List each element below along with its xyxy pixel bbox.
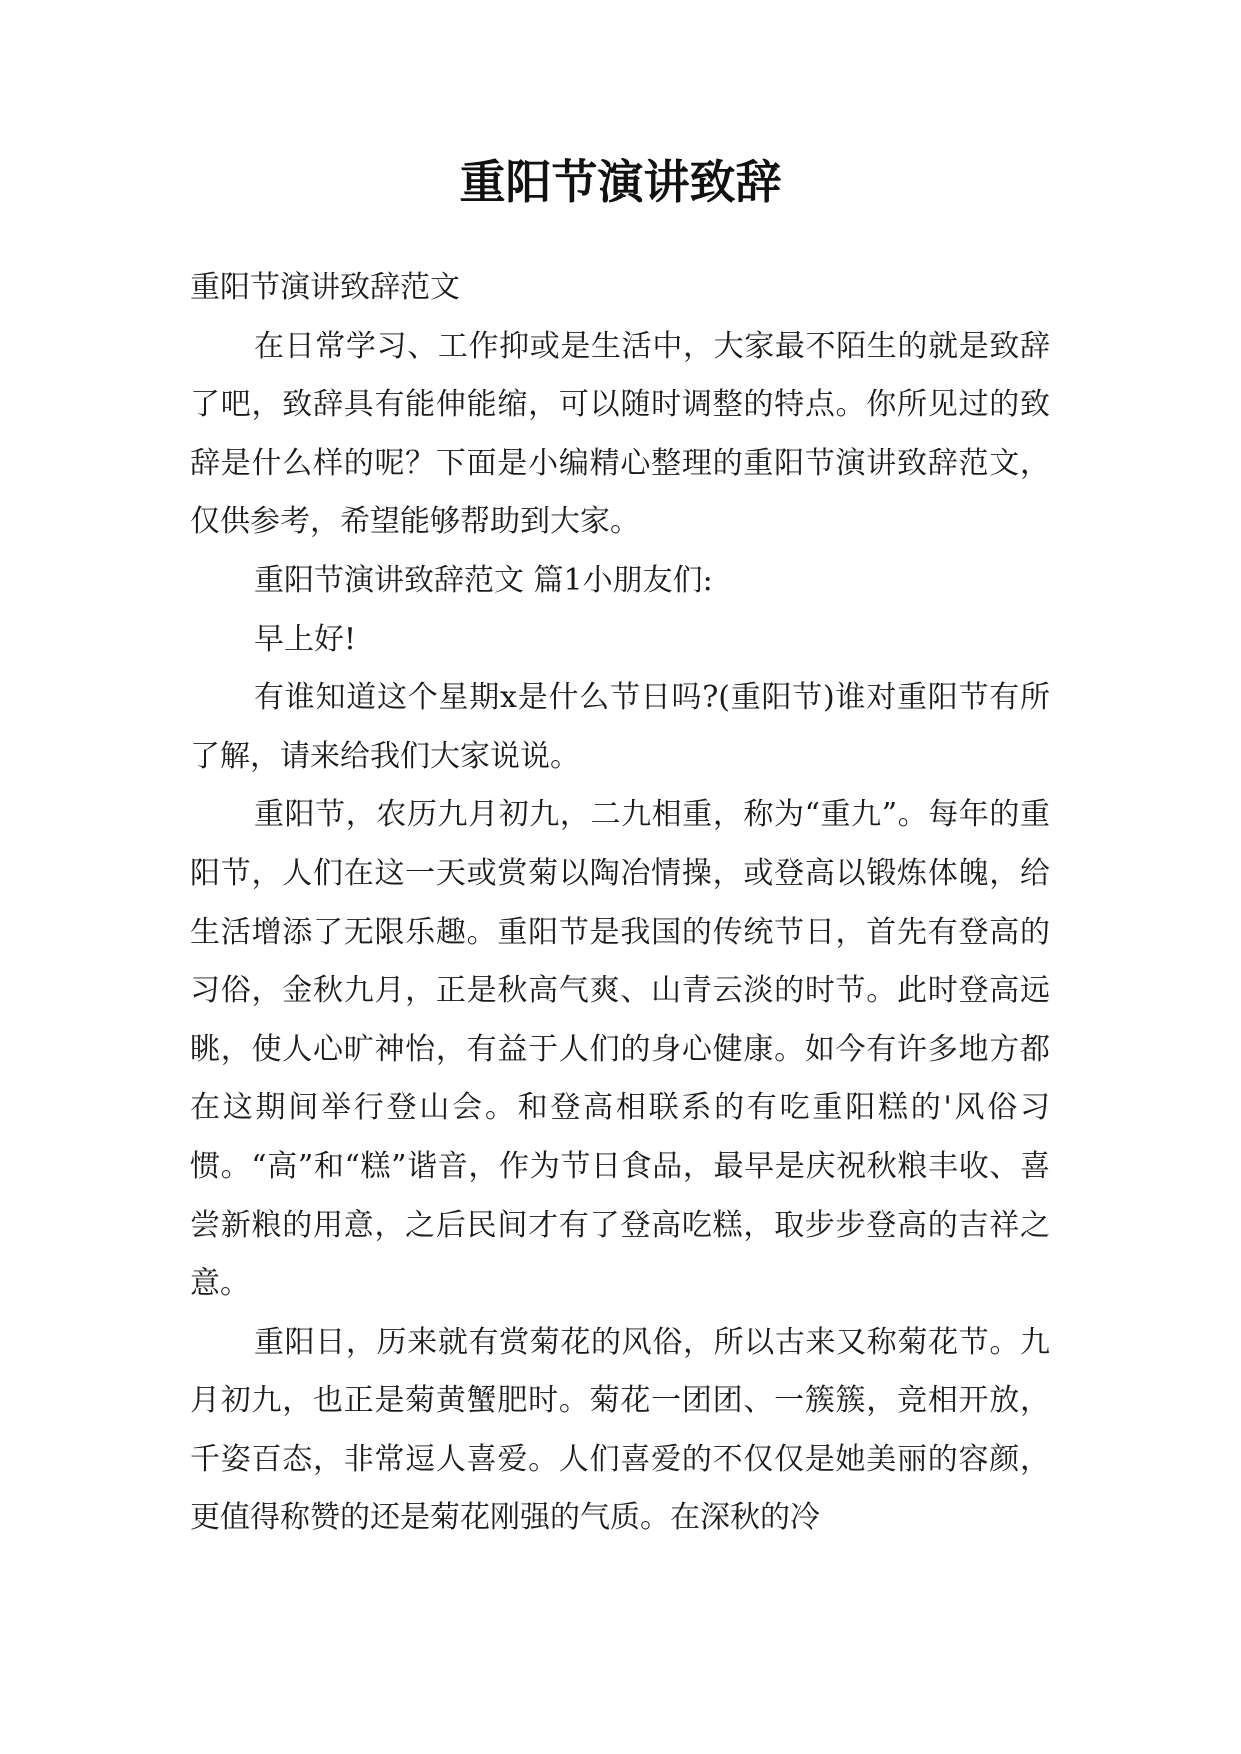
paragraph-question: 有谁知道这个星期x是什么节日吗?(重阳节)谁对重阳节有所了解，请来给我们大家说说。 xyxy=(190,680,1050,774)
document-body xyxy=(190,259,1050,1548)
paragraph-climbing-custom: 重阳节，农历九月初九，二九相重，称为“重九”。每年的重阳节，人们在这一天或赏菊以陶冶情操，或登高以锻炼体魄，给生活增添了无限乐趣。重阳节是我国的传统节日，首先有登高的习俗，金秋九月，正是秋高气爽、山青云淡的时节。此时登高远眺，使人心旷神怡，有益于人们的身心健康。如今有许多地方都在这期间举行登山会。和登高相联系的有吃重阳糕的'风俗习惯。“高”和“糕”谐音，作为节日食品，最早是庆祝秋粮丰收、喜尝新粮的用意，之后民间才有了登高吃糕，取步步登高的吉祥之意。 xyxy=(190,797,1050,1302)
paragraph-intro: 在日常学习、工作抑或是生活中，大家最不陌生的就是致辞了吧，致辞具有能伸能缩，可以随时调整的特点。你所见过的致辞是什么样的呢？下面是小编精心整理的重阳节演讲致辞范文，仅供参考，希望能够帮助到大家。 xyxy=(190,328,1050,540)
document-title: 重阳节演讲致辞 xyxy=(459,155,782,209)
paragraph-subtitle: 重阳节演讲致辞范文 xyxy=(190,270,460,305)
paragraph-chrysanthemum: 重阳日，历来就有赏菊花的风俗，所以古来又称菊花节。九月初九，也正是菊黄蟹肥时。菊花一团团、一簇簇，竞相开放，千姿百态，非常逗人喜爱。人们喜爱的不仅仅是她美丽的容颜，更值得称赞的还是菊花刚强的气质。在深秋的冷 xyxy=(190,1324,1050,1536)
paragraph-greeting: 早上好! xyxy=(254,621,357,657)
paragraph-section-heading: 重阳节演讲致辞范文 篇1小朋友们: xyxy=(254,562,713,598)
